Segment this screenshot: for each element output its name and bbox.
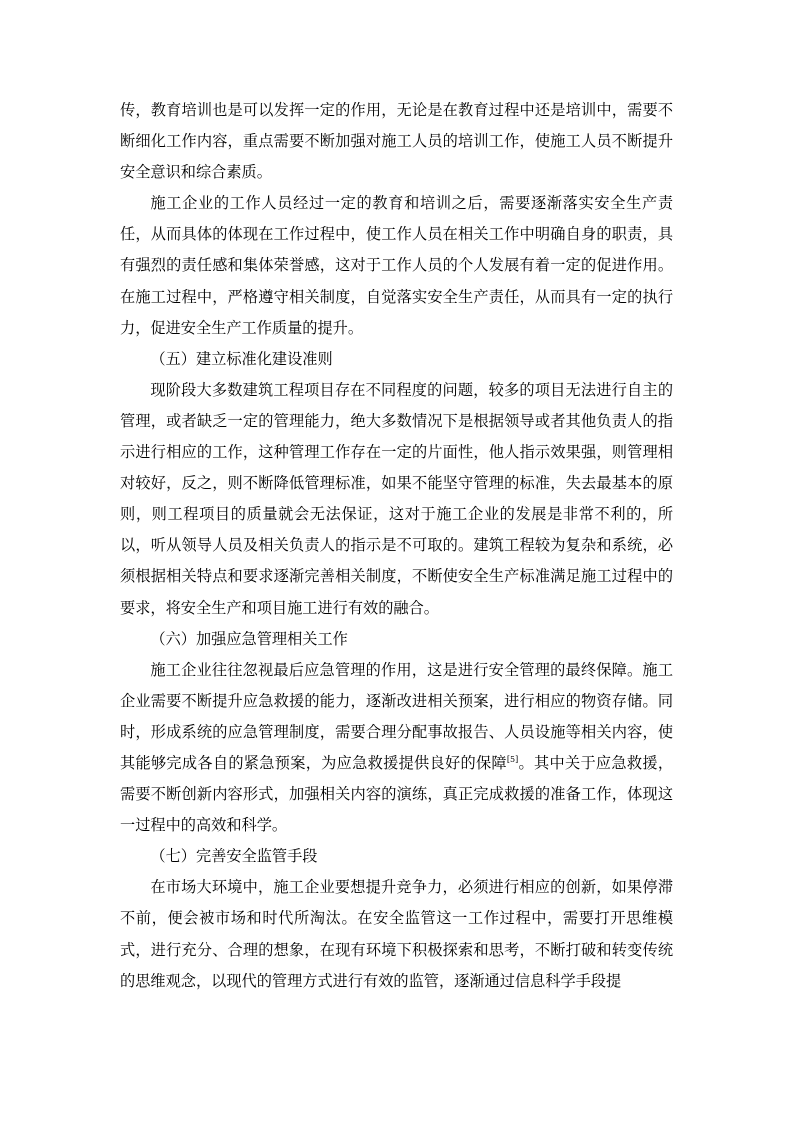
- section-heading-6: （六）加强应急管理相关工作: [150, 629, 348, 648]
- paragraph-safety-responsibility: 施工企业的工作人员经过一定的教育和培训之后，需要逐渐落实安全生产责任，从而具体的体现在工作过程中，使工作人员在相关工作中明确自身的职责，具有强烈的责任感和集体荣誉感，这对于工作人员的个人发展有着一定的促进作用。在施工过程中，严格遵守相关制度，自觉落实安全生产责任，从而具有一定的执行力，促进安全生产工作质量的提升。: [120, 194, 673, 337]
- section-heading-7: （七）完善安全监管手段: [150, 847, 318, 866]
- section-heading-5: （五）建立标准化建设准则: [150, 349, 333, 368]
- document-body: [120, 95, 673, 997]
- paragraph-supervision: 在市场大环境中，施工企业要想提升竞争力，必须进行相应的创新，如果停滞不前，便会被市场和时代所淘汰。在安全监管这一工作过程中，需要打开思维模式，进行充分、合理的想象，在现有环境下积极探索和思考，不断打破和转变传统的思维观念，以现代的管理方式进行有效的监管，逐渐通过信息科学手段提: [120, 878, 673, 990]
- emergency-text-part2: 。其中关于应急救援，需要不断创新内容形式，加强相关内容的演练，真正完成救援的准备工作，体现这一过程中的高效和科学。: [120, 753, 674, 835]
- emergency-text-part1: 施工企业往往忽视最后应急管理的作用，这是进行安全管理的最终保障。施工企业需要不断提升应急救援的能力，逐渐改进相关预案，进行相应的物资存储。同时，形成系统的应急管理制度，需要合理分配事故报告、人员设施等相关内容，使其能够完成各自的紧急预案，为应急救援提供良好的保障: [120, 660, 673, 772]
- citation-reference: [5]: [506, 754, 519, 764]
- paragraph-continued: 传，教育培训也是可以发挥一定的作用，无论是在教育过程中还是培训中，需要不断细化工作内容，重点需要不断加强对施工人员的培训工作，使施工人员不断提升安全意识和综合素质。: [120, 101, 673, 182]
- paragraph-emergency-management: [120, 655, 673, 842]
- paragraph-standardization: 现阶段大多数建筑工程项目存在不同程度的问题，较多的项目无法进行自主的管理，或者缺乏一定的管理能力，绝大多数情况下是根据领导或者其他负责人的指示进行相应的工作，这种管理工作存在一定的片面性，他人指示效果强，则管理相对较好，反之，则不断降低管理标准，如果不能坚守管理的标准，失去最基本的原则，则工程项目的质量就会无法保证，这对于施工企业的发展是非常不利的，所以，听从领导人员及相关负责人的指示是不可取的。建筑工程较为复杂和系统，必须根据相关特点和要求逐渐完善相关制度，不断使安全生产标准满足施工过程中的要求，将安全生产和项目施工进行有效的融合。: [120, 380, 673, 617]
